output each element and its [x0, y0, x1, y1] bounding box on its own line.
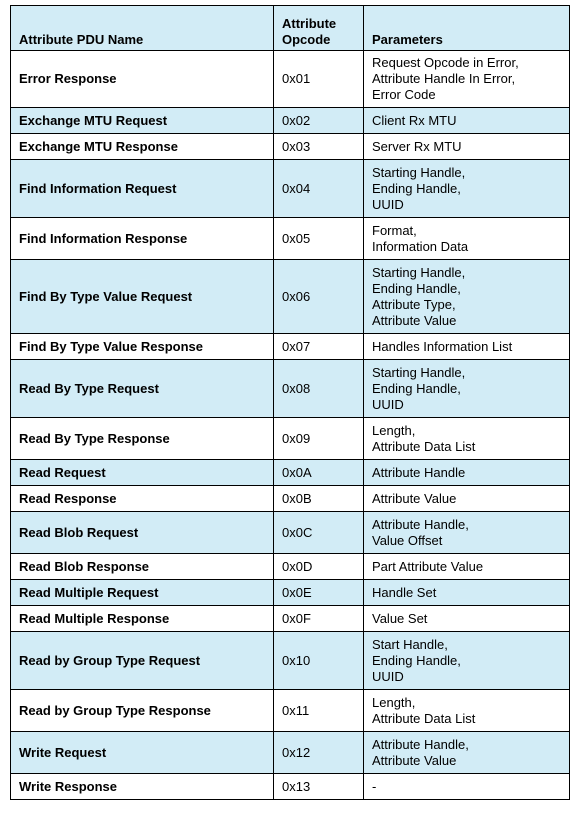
- parameter-line: Attribute Handle,: [372, 516, 469, 532]
- parameter-line: Value Set: [372, 610, 428, 626]
- attribute-pdu-table: [10, 5, 570, 800]
- opcode-cell: 0x08: [274, 360, 364, 418]
- parameter-line: Length,: [372, 694, 416, 710]
- parameters-cell: [364, 512, 570, 554]
- table-row: [11, 580, 570, 606]
- parameters-cell: [364, 486, 570, 512]
- opcode-cell: 0x04: [274, 160, 364, 218]
- pdu-name-cell: Find Information Request: [11, 160, 274, 218]
- parameter-line: Handle Set: [372, 584, 437, 600]
- opcode-cell: 0x12: [274, 732, 364, 774]
- parameter-line: Attribute Value: [372, 312, 457, 328]
- parameter-line: Attribute Data List: [372, 438, 476, 454]
- table-row: [11, 690, 570, 732]
- pdu-name-cell: Write Request: [11, 732, 274, 774]
- parameter-line: Attribute Value: [372, 752, 457, 768]
- pdu-name-cell: Error Response: [11, 51, 274, 108]
- parameters-cell: [364, 260, 570, 334]
- table-row: [11, 51, 570, 108]
- pdu-name-cell: Read Multiple Response: [11, 606, 274, 632]
- parameter-line: Handles Information List: [372, 338, 513, 354]
- opcode-cell: 0x10: [274, 632, 364, 690]
- parameter-line: Request Opcode in Error,: [372, 55, 519, 70]
- pdu-name-cell: Write Response: [11, 774, 274, 800]
- parameter-line: Part Attribute Value: [372, 558, 484, 574]
- parameters-cell: [364, 580, 570, 606]
- table-row: [11, 632, 570, 690]
- parameters-cell: [364, 360, 570, 418]
- header-line: Attribute PDU: [19, 32, 105, 47]
- pdu-name-cell: Read By Type Response: [11, 418, 274, 460]
- parameter-line: Server Rx MTU: [372, 138, 462, 154]
- pdu-name-cell: Read Blob Response: [11, 554, 274, 580]
- header-line: Attribute: [282, 16, 337, 31]
- table-row: [11, 108, 570, 134]
- parameters-cell: [364, 774, 570, 800]
- opcode-cell: 0x0E: [274, 580, 364, 606]
- pdu-name-cell: Read Multiple Request: [11, 580, 274, 606]
- pdu-name-cell: Read Response: [11, 486, 274, 512]
- parameters-cell: [364, 632, 570, 690]
- parameter-line: Attribute Data List: [372, 710, 476, 726]
- column-header-pdu-name: [11, 6, 274, 51]
- parameter-line: Length,: [372, 422, 416, 438]
- opcode-cell: 0x0C: [274, 512, 364, 554]
- table-body: [11, 51, 570, 800]
- pdu-name-cell: Exchange MTU Response: [11, 134, 274, 160]
- pdu-name-cell: Read By Type Request: [11, 360, 274, 418]
- table-row: [11, 334, 570, 360]
- parameter-line: Error Code: [372, 87, 436, 102]
- parameter-line: UUID: [372, 668, 404, 684]
- table-row: [11, 360, 570, 418]
- parameter-line: Attribute Handle,: [372, 736, 469, 752]
- parameter-line: Ending Handle,: [372, 652, 461, 668]
- parameter-line: Value Offset: [372, 532, 443, 548]
- parameters-cell: [364, 134, 570, 160]
- opcode-cell: 0x13: [274, 774, 364, 800]
- parameter-line: Ending Handle,: [372, 380, 461, 396]
- parameters-cell: [364, 732, 570, 774]
- parameter-line: Attribute Handle In Error,: [372, 71, 516, 86]
- pdu-name-cell: Read Blob Request: [11, 512, 274, 554]
- opcode-cell: 0x0F: [274, 606, 364, 632]
- column-header-opcode: [274, 6, 364, 51]
- parameters-cell: [364, 334, 570, 360]
- table-row: [11, 460, 570, 486]
- pdu-name-cell: Read Request: [11, 460, 274, 486]
- parameter-line: Starting Handle,: [372, 164, 466, 180]
- parameters-cell: [364, 108, 570, 134]
- opcode-cell: 0x0D: [274, 554, 364, 580]
- parameters-cell: [364, 51, 570, 108]
- parameters-cell: [364, 606, 570, 632]
- parameter-line: Information Data: [372, 238, 469, 254]
- table-header-row: [11, 6, 570, 51]
- opcode-cell: 0x05: [274, 218, 364, 260]
- table-row: [11, 134, 570, 160]
- parameter-line: -: [372, 778, 377, 794]
- parameter-line: Starting Handle,: [372, 364, 466, 380]
- attribute-pdu-table-container: [10, 5, 569, 800]
- parameter-line: Ending Handle,: [372, 180, 461, 196]
- table-row: [11, 554, 570, 580]
- column-header-parameters: [364, 6, 570, 51]
- parameter-line: Attribute Handle: [372, 464, 466, 480]
- opcode-cell: 0x02: [274, 108, 364, 134]
- table-row: [11, 260, 570, 334]
- parameter-line: Attribute Value: [372, 490, 457, 506]
- opcode-cell: 0x07: [274, 334, 364, 360]
- parameters-cell: [364, 418, 570, 460]
- parameters-cell: [364, 554, 570, 580]
- pdu-name-cell: Exchange MTU Request: [11, 108, 274, 134]
- pdu-name-cell: Find Information Response: [11, 218, 274, 260]
- table-row: [11, 418, 570, 460]
- table-row: [11, 512, 570, 554]
- parameter-line: UUID: [372, 196, 404, 212]
- pdu-name-cell: Find By Type Value Response: [11, 334, 274, 360]
- pdu-name-cell: Read by Group Type Request: [11, 632, 274, 690]
- parameter-line: Format,: [372, 222, 417, 238]
- table-row: [11, 218, 570, 260]
- header-line: Parameters: [372, 32, 443, 47]
- parameters-cell: [364, 690, 570, 732]
- opcode-cell: 0x0B: [274, 486, 364, 512]
- opcode-cell: 0x03: [274, 134, 364, 160]
- table-row: [11, 486, 570, 512]
- opcode-cell: 0x06: [274, 260, 364, 334]
- opcode-cell: 0x11: [274, 690, 364, 732]
- header-line: Opcode: [282, 32, 331, 47]
- parameters-cell: [364, 160, 570, 218]
- parameter-line: Ending Handle,: [372, 280, 461, 296]
- table-row: [11, 160, 570, 218]
- pdu-name-cell: Find By Type Value Request: [11, 260, 274, 334]
- pdu-name-cell: Read by Group Type Response: [11, 690, 274, 732]
- table-row: [11, 732, 570, 774]
- parameter-line: Starting Handle,: [372, 264, 466, 280]
- parameters-cell: [364, 218, 570, 260]
- parameter-line: Start Handle,: [372, 636, 448, 652]
- opcode-cell: 0x09: [274, 418, 364, 460]
- opcode-cell: 0x01: [274, 51, 364, 108]
- parameter-line: Attribute Type,: [372, 296, 456, 312]
- table-row: [11, 606, 570, 632]
- parameters-cell: [364, 460, 570, 486]
- table-row: [11, 774, 570, 800]
- header-line: Name: [107, 32, 144, 47]
- parameter-line: UUID: [372, 396, 404, 412]
- parameter-line: Client Rx MTU: [372, 112, 457, 128]
- opcode-cell: 0x0A: [274, 460, 364, 486]
